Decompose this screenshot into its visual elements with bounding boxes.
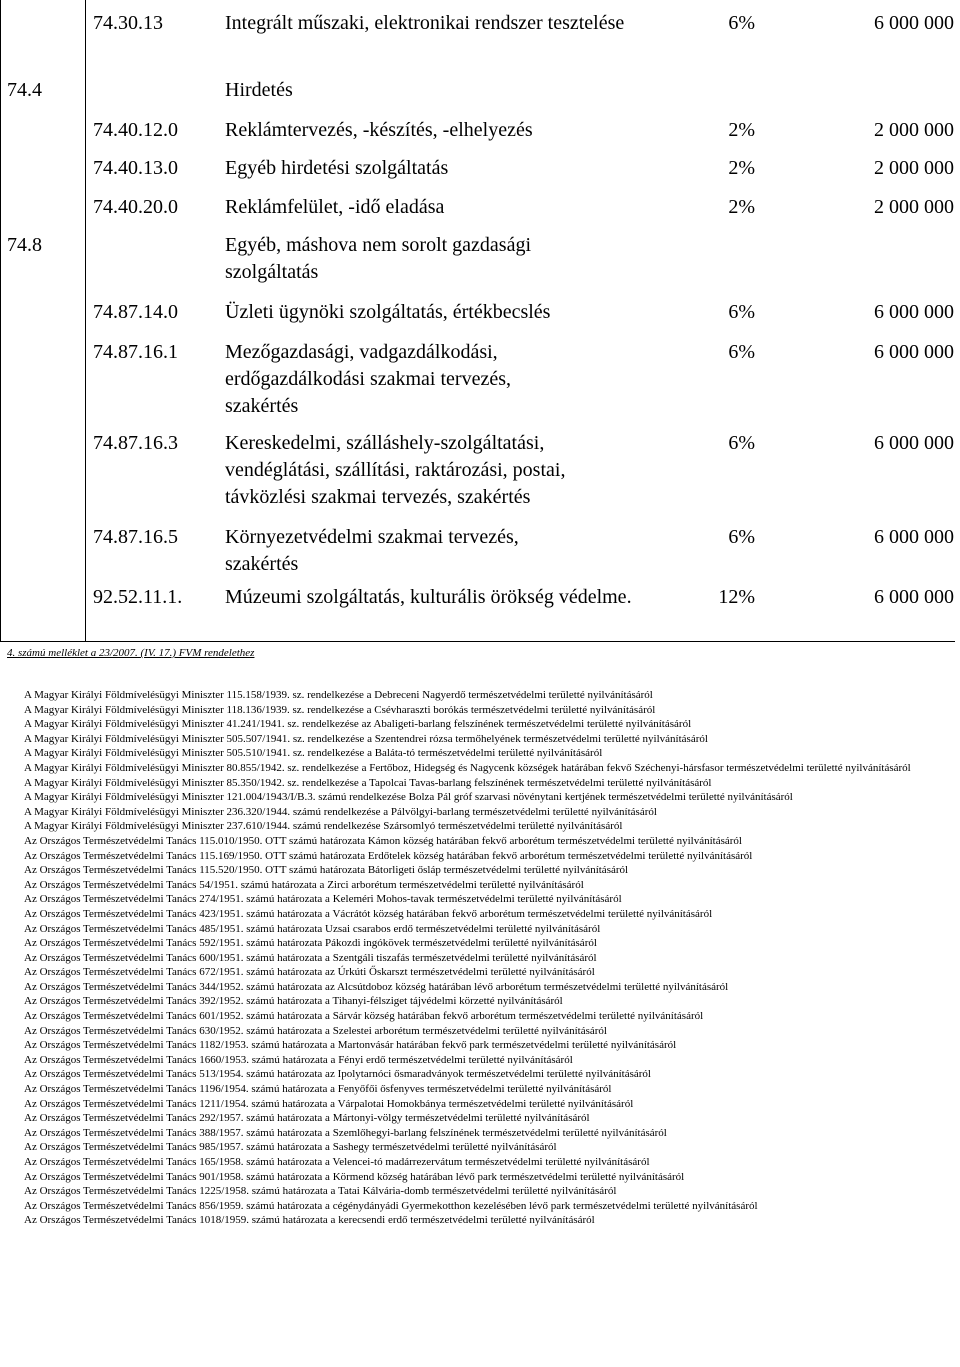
amount: 2 000 000: [874, 157, 954, 179]
rate: 6%: [728, 12, 755, 34]
list-item: Az Országos Természetvédelmi Tanács 601/1952. számú határozata a Sárvár község határában fekvő arborétum természetvédelmi területté nyilvánításáról: [24, 1010, 704, 1023]
list-item: Az Országos Természetvédelmi Tanács 1211/1954. számú határozata a Várpalotai Homokbánya természetvédelmi területté nyilvánításáról: [24, 1097, 634, 1110]
list-item: Az Országos Természetvédelmi Tanács 423/1951. számú határozata a Vácrátót község határában fekvő arborétum természetvédelmi területté nyilvánításáról: [24, 907, 713, 920]
list-item: A Magyar Királyi Földmívelésügyi Miniszter 41.241/1941. sz. rendelkezése az Abaligeti-barlang felszínének természetvédelmi területté nyilvánításáról: [24, 718, 692, 731]
list-item: Az Országos Természetvédelmi Tanács 115.010/1950. OTT számú határozata Kámon község határában fekvő arborétum természetvédelmi területté nyilvánításáról: [24, 834, 742, 847]
rate: 2%: [728, 157, 755, 179]
list-item: A Magyar Királyi Földmívelésügyi Miniszter 80.855/1942. sz. rendelkezése a Fertőboz, Hidegség és Nagycenk községek határában fekvő Széchenyi-hársfasor természetvédelmi területté nyilvánításáról: [24, 761, 911, 774]
list-item: Az Országos Természetvédelmi Tanács 344/1952. számú határozata az Alcsútdoboz község határában lévő arborétum természetvédelmi területté nyilvánításáról: [24, 980, 729, 993]
activity-code: 92.52.11.1.: [93, 586, 183, 608]
activity-description: Üzleti ügynöki szolgáltatás, értékbecslés: [225, 301, 551, 323]
activity-code: 74.87.16.1: [93, 341, 178, 363]
activity-code: 74.87.14.0: [93, 301, 178, 323]
list-item: A Magyar Királyi Földmívelésügyi Miniszter 505.507/1941. sz. rendelkezése a Szentendrei rózsa termőhelyének természetvédelmi területté nyilvánításáról: [24, 732, 708, 745]
list-item: Az Országos Természetvédelmi Tanács 388/1957. számú határozata a Szemlőhegyi-barlang felszínének természetvédelmi területté nyilvánításáról: [24, 1126, 667, 1139]
list-item: A Magyar Királyi Földmívelésügyi Miniszter 118.136/1939. sz. rendelkezése a Csévharaszti borókás természetvédelmi területté nyilvánításáról: [24, 703, 656, 716]
list-item: Az Országos Természetvédelmi Tanács 600/1951. számú határozata a Szentgáli tiszafás természetvédelmi területté nyilvánításáról: [24, 951, 597, 964]
activity-description: Reklámfelület, -idő eladása: [225, 196, 445, 218]
activity-code: 74.40.12.0: [93, 119, 178, 141]
list-item: Az Országos Természetvédelmi Tanács 165/1958. számú határozata a Velencei-tó madárrezervátum természetvédelmi területté nyilvánításáról: [24, 1156, 650, 1168]
list-item: A Magyar Királyi Földmívelésügyi Miniszter 85.350/1942. sz. rendelkezése a Tapolcai Tavas-barlang felszínének természetvédelmi területté nyilvánításáról: [24, 776, 712, 789]
list-item: A Magyar Királyi Földmívelésügyi Miniszter 505.510/1941. sz. rendelkezése a Baláta-tó természetvédelmi területté nyilvánításáról: [24, 747, 603, 760]
list-item: Az Országos Természetvédelmi Tanács 485/1951. számú határozata Uzsai csarabos erdő természetvédelmi területté nyilvánításáról: [24, 922, 601, 935]
list-item: Az Országos Természetvédelmi Tanács 592/1951. számú határozata Pákozdi ingókövek természetvédelmi területté nyilvánításáról: [24, 937, 597, 950]
activity-code: 74.40.20.0: [93, 196, 178, 218]
activity-description: Környezetvédelmi szakmai tervezés, szakértés: [225, 526, 519, 575]
list-item: Az Országos Természetvédelmi Tanács 54/1951. számú határozata a Zirci arborétum természetvédelmi területté nyilvánításáról: [24, 878, 584, 891]
list-item: A Magyar Királyi Földmívelésügyi Miniszter 237.610/1944. számú rendelkezése Szársomlyó természetvédelmi területté nyilvánításáról: [24, 820, 623, 833]
amount: 6 000 000: [874, 341, 954, 363]
activity-description: Egyéb hirdetési szolgáltatás: [225, 157, 449, 179]
list-item: Az Országos Természetvédelmi Tanács 115.520/1950. OTT számú határozata Bátorligeti ősláp természetvédelmi területté nyilvánításáról: [24, 864, 629, 877]
rate: 6%: [728, 432, 755, 454]
list-item: Az Országos Természetvédelmi Tanács 513/1954. számú határozata az Ipolytarnóci ősmaradványok természetvédelmi területté nyilvánításáról: [24, 1068, 651, 1081]
list-item: Az Országos Természetvédelmi Tanács 1018/1959. számú határozata a kerecsendi erdő természetvédelmi területté nyilvánításáról: [24, 1214, 595, 1227]
list-item: Az Országos Természetvédelmi Tanács 901/1958. számú határozata a Körmend község határában lévő park természetvédelmi területté nyilvánításáról: [24, 1170, 685, 1183]
group-code: 74.4: [7, 79, 42, 101]
group-code: 74.8: [7, 234, 42, 256]
list-item: Az Országos Természetvédelmi Tanács 985/1957. számú határozata a Sashegy természetvédelmi területté nyilvánításáról: [24, 1141, 557, 1154]
rate: 2%: [728, 196, 755, 218]
list-item: Az Országos Természetvédelmi Tanács 274/1951. számú határozata a Keleméri Mohos-tavak természetvédelmi területté nyilvánításáról: [24, 893, 622, 906]
activity-description: Egyéb, máshova nem sorolt gazdasági szolgáltatás: [225, 234, 532, 283]
decree-list: [8, 688, 954, 1228]
list-item: Az Országos Természetvédelmi Tanács 1225/1958. számú határozata a Tatai Kálvária-domb természetvédelmi területté nyilvánításáról: [24, 1185, 617, 1198]
amount: 2 000 000: [874, 119, 954, 141]
list-item: Az Országos Természetvédelmi Tanács 1182/1953. számú határozata a Martonvásár határában fekvő park természetvédelmi területté nyilvánításáról: [24, 1039, 677, 1052]
list-item: Az Országos Természetvédelmi Tanács 392/1952. számú határozata a Tihanyi-félsziget tájvédelmi körzetté nyilvánításáról: [24, 995, 563, 1008]
rate: 2%: [728, 119, 755, 141]
amount: 2 000 000: [874, 196, 954, 218]
list-item: Az Országos Természetvédelmi Tanács 1660/1953. számú határozata a Fényi erdő természetvédelmi területté nyilvánításáról: [24, 1053, 573, 1066]
rate: 6%: [728, 341, 755, 363]
amount: 6 000 000: [874, 432, 954, 454]
activity-code: 74.40.13.0: [93, 157, 178, 179]
activity-description: Integrált műszaki, elektronikai rendszer tesztelése: [225, 12, 625, 34]
activity-description: Múzeumi szolgáltatás, kulturális örökség védelme.: [225, 586, 632, 608]
list-item: A Magyar Királyi Földmívelésügyi Miniszter 121.004/1943/I/B.3. számú rendelkezése Bolza Pál gróf szarvasi növénytani kertjének természetvédelmi területté nyilvánításáról: [24, 791, 793, 804]
list-item: A Magyar Királyi Földmívelésügyi Miniszter 115.158/1939. sz. rendelkezése a Debreceni Nagyerdő természetvédelmi területté nyilvánításáról: [24, 689, 653, 701]
amount: 6 000 000: [874, 301, 954, 323]
amount: 6 000 000: [874, 12, 954, 34]
activity-code: 74.87.16.3: [93, 432, 178, 454]
list-item: Az Országos Természetvédelmi Tanács 856/1959. számú határozata a cégénydányádi Gyermekotthon kezelésében lévő park természetvédelmi területté nyilvánításáról: [24, 1199, 758, 1212]
section-heading: 4. számú melléklet a 23/2007. (IV. 17.) FVM rendelethez: [7, 647, 255, 659]
activity-description: Hirdetés: [225, 79, 293, 101]
activity-description: Reklámtervezés, -készítés, -elhelyezés: [225, 119, 533, 141]
list-item: Az Országos Természetvédelmi Tanács 672/1951. számú határozata az Úrkúti Őskarszt természetvédelmi területté nyilvánításáról: [24, 966, 595, 979]
activity-description: Mezőgazdasági, vadgazdálkodási, erdőgazdálkodási szakmai tervezés, szakértés: [225, 341, 511, 417]
rate: 6%: [728, 526, 755, 548]
list-item: Az Országos Természetvédelmi Tanács 292/1957. számú határozata a Mártonyi-völgy természetvédelmi területté nyilvánításáról: [24, 1112, 590, 1125]
rate: 6%: [728, 301, 755, 323]
activity-description: Kereskedelmi, szálláshely-szolgáltatási, vendéglátási, szállítási, raktározási, postai, távközlési szakmai tervezés, szakértés: [225, 432, 566, 508]
list-item: Az Országos Természetvédelmi Tanács 115.169/1950. OTT számú határozata Erdőtelek község határában fekvő arborétum természetvédelmi területté nyilvánításáról: [24, 849, 753, 862]
rate: 12%: [718, 586, 755, 608]
activity-code: 74.87.16.5: [93, 526, 178, 548]
list-item: A Magyar Királyi Földmívelésügyi Miniszter 236.320/1944. számú rendelkezése a Pálvölgyi-barlang természetvédelmi területté nyilvánításáról: [24, 805, 657, 818]
amount: 6 000 000: [874, 526, 954, 548]
activity-code: 74.30.13: [93, 12, 163, 34]
list-item: Az Országos Természetvédelmi Tanács 630/1952. számú határozata a Szelestei arborétum természetvédelmi területté nyilvánításáról: [24, 1024, 607, 1037]
list-item: Az Országos Természetvédelmi Tanács 1196/1954. számú határozata a Fenyőfői ősfenyves természetvédelmi területté nyilvánításáról: [24, 1083, 612, 1096]
column-divider: [85, 0, 86, 641]
amount: 6 000 000: [874, 586, 954, 608]
